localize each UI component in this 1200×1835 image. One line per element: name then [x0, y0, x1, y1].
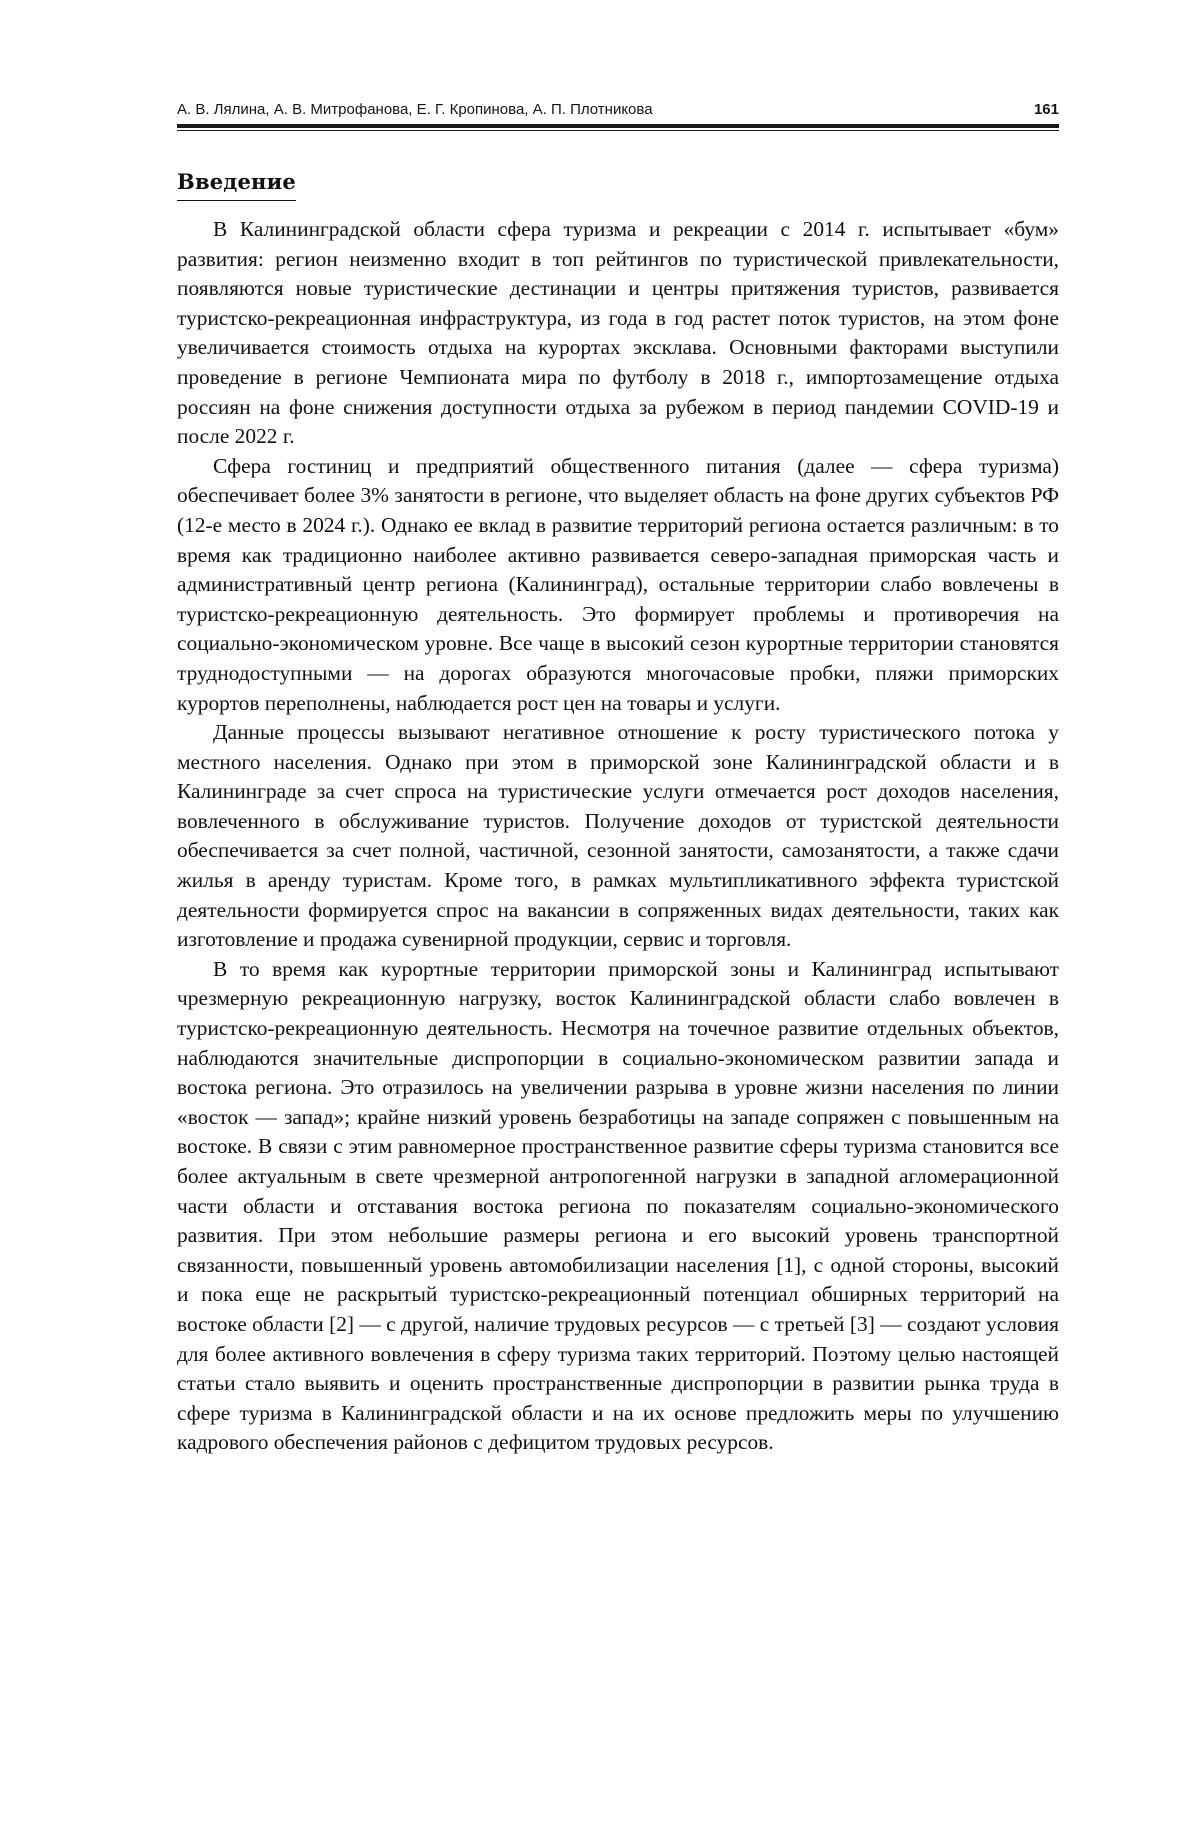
header-authors: А. В. Лялина, А. В. Митрофанова, Е. Г. Кропинова, А. П. Плотникова [177, 101, 653, 118]
running-header [177, 92, 1059, 124]
header-rule-thin [177, 130, 1059, 131]
paragraph: В Калининградской области сфера туризма и рекреации с 2014 г. испытывает «бум» развития: регион неизменно входит в топ рейтингов по туристической привлекательности, появляются новые туристические дестинации и центры притяжения туристов, развивается туристско-рекреационная инфраструктура, из года в год растет поток туристов, на этом фоне увеличивается стоимость отдыха на курортах эксклава. Основными факторами выступили проведение в регионе Чемпионата мира по футболу в 2018 г., импортозамещение отдыха россиян на фоне снижения доступности отдыха за рубежом в период пандемии COVID-19 и после 2022 г. [177, 217, 1059, 449]
page-number: 161 [1033, 101, 1059, 118]
paragraph: В то время как курортные территории приморской зоны и Калининград испытывают чрезмерную рекреационную нагрузку, восток Калининградской области слабо вовлечен в туристско-рекреационную деятельность. Несмотря на точечное развитие отдельных объектов, наблюдаются значительные диспропорции в социально-экономическом развитии запада и востока региона. Это отразилось на увеличении разрыва в уровне жизни населения по линии «восток — запад»; крайне низкий уровень безработицы на западе сопряжен с повышенным на востоке. В связи с этим равномерное пространственное развитие сферы туризма становится все более актуальным в свете чрезмерной антропогенной нагрузки в западной агломерационной части области и отставания востока региона по показателям социально-экономического развития. При этом небольшие размеры региона и его высокий уровень транспортной связанности, повышенный уровень автомобилизации населения [1], с одной стороны, высокий и пока еще не раскрытый туристско-рекреационный потенциал обширных территорий на востоке области [2] — с другой, наличие трудовых ресурсов — с третьей [3] — создают условия для более активного вовлечения в сферу туризма таких территорий. Поэтому целью настоящей статьи стало выявить и оценить пространственные диспропорции в развитии рынка труда в сфере туризма в Калининградской области и на их основе предложить меры по улучшению кадрового обеспечения районов с дефицитом трудовых ресурсов. [177, 956, 1059, 1455]
paragraph: Данные процессы вызывают негативное отношение к росту туристического потока у местного населения. Однако при этом в приморской зоне Калининградской области и в Калининграде за счет спроса на туристические услуги отмечается рост доходов населения, вовлеченного в обслуживание туристов. Получение доходов от туристской деятельности обеспечивается за счет полной, частичной, сезонной занятости, самозанятости, а также сдачи жилья в аренду туристам. Кроме того, в рамках мультипликативного эффекта туристской деятельности формируется спрос на вакансии в сопряженных видах деятельности, таких как изготовление и продажа сувенирной продукции, сервис и торговля. [177, 720, 1059, 952]
header-rule [177, 124, 1059, 128]
section-title: Введение [177, 169, 296, 201]
paragraph: Сфера гостиниц и предприятий общественного питания (далее — сфера туризма) обеспечивает более 3% занятости в регионе, что выделяет область на фоне других субъектов РФ (12-е место в 2024 г.). Однако ее вклад в развитие территорий региона остается различным: в то время как традиционно наиболее активно развивается северо-западная приморская часть и административный центр региона (Калининград), остальные территории слабо вовлечены в туристско-рекреационную деятельность. Это формирует проблемы и противоречия на социально-экономическом уровне. Все чаще в высокий сезон курортные территории становятся труднодоступными — на дорогах образуются многочасовые пробки, пляжи приморских курортов переполнены, наблюдается рост цен на товары и услуги. [177, 453, 1059, 715]
article-body [177, 215, 1059, 1458]
journal-page [177, 92, 1059, 1458]
